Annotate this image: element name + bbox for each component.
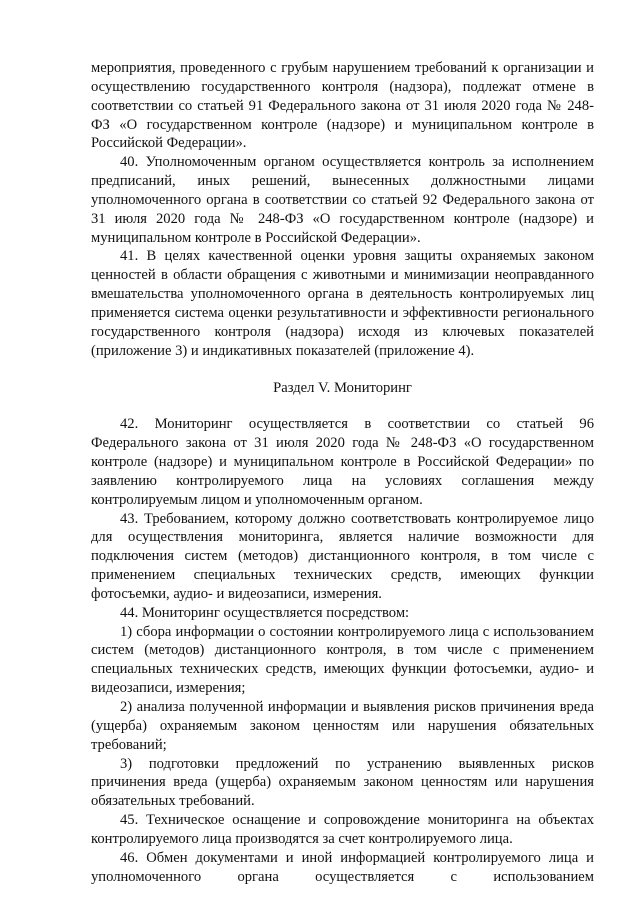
paragraph-39-continuation: мероприятия, проведенного с грубым нарушением требований к организации и осуществлению государственного контроля (надзора), подлежат отмене в соответствии со статьей 91 Федерального закона от 31 июля 2020 года № 248-ФЗ «О государственном контроле (надзоре) и муниципальном контроле в Российской Федерации». [91,60,594,152]
paragraph-46: 46. Обмен документами и иной информацией контролируемого лица и уполномоченного органа осуществляется с использованием [91,849,594,885]
paragraph-44: 44. Мониторинг осуществляется посредством: [120,604,410,621]
paragraph-44-item-2: 2) анализа полученной информации и выявления рисков причинения вреда (ущерба) охраняемым законом ценностям или нарушения обязательных требований; [91,699,594,753]
paragraph-42: 42. Мониторинг осуществляется в соответствии со статьей 96 Федерального закона от 31 июля 2020 года № 248-ФЗ «О государственном контроле (надзоре) и муниципальном контроле в Российской Федерации» по заявлению контролируемого лица на условиях соглашения между контролируемым лицом и уполномоченным органом. [91,416,594,508]
document-page [91,59,594,886]
paragraph-41: 41. В целях качественной оценки уровня защиты охраняемых законом ценностей в области обращения с животными и минимизации неоправданного вмешательства уполномоченного органа в деятельность контролируемых лиц применяется система оценки результативности и эффективности регионального государственного контроля (надзора) исходя из ключевых показателей (приложение 3) и индикативных показателей (приложение 4). [91,248,594,359]
paragraph-43: 43. Требованием, которому должно соответствовать контролируемое лицо для осуществления мониторинга, является наличие возможности для подключения систем (методов) дистанционного контроля, в том числе с применением специальных технических средств, имеющих функции фотосъемки, аудио- и видеозаписи, измерения. [91,510,594,602]
paragraph-40: 40. Уполномоченным органом осуществляется контроль за исполнением предписаний, иных решений, вынесенных должностными лицами уполномоченного органа в соответствии со статьей 92 Федерального закона от 31 июля 2020 года № 248-ФЗ «О государственном контроле (надзоре) и муниципальном контроле в Российской Федерации». [91,154,594,246]
paragraph-44-item-3: 3) подготовки предложений по устранению выявленных рисков причинения вреда (ущерба) охраняемым законом ценностям или нарушения обязательных требований. [91,755,594,810]
paragraph-45: 45. Техническое оснащение и сопровождение мониторинга на объектах контролируемого лица производятся за счет контролируемого лица. [91,812,594,847]
section-heading: Раздел V. Мониторинг [273,379,412,396]
paragraph-44-item-1: 1) сбора информации о состоянии контролируемого лица с использованием систем (методов) дистанционного контроля, в том числе с применением специальных технических средств, имеющих функции фотосъемки, аудио- и видеозаписи, измерения; [91,623,594,697]
